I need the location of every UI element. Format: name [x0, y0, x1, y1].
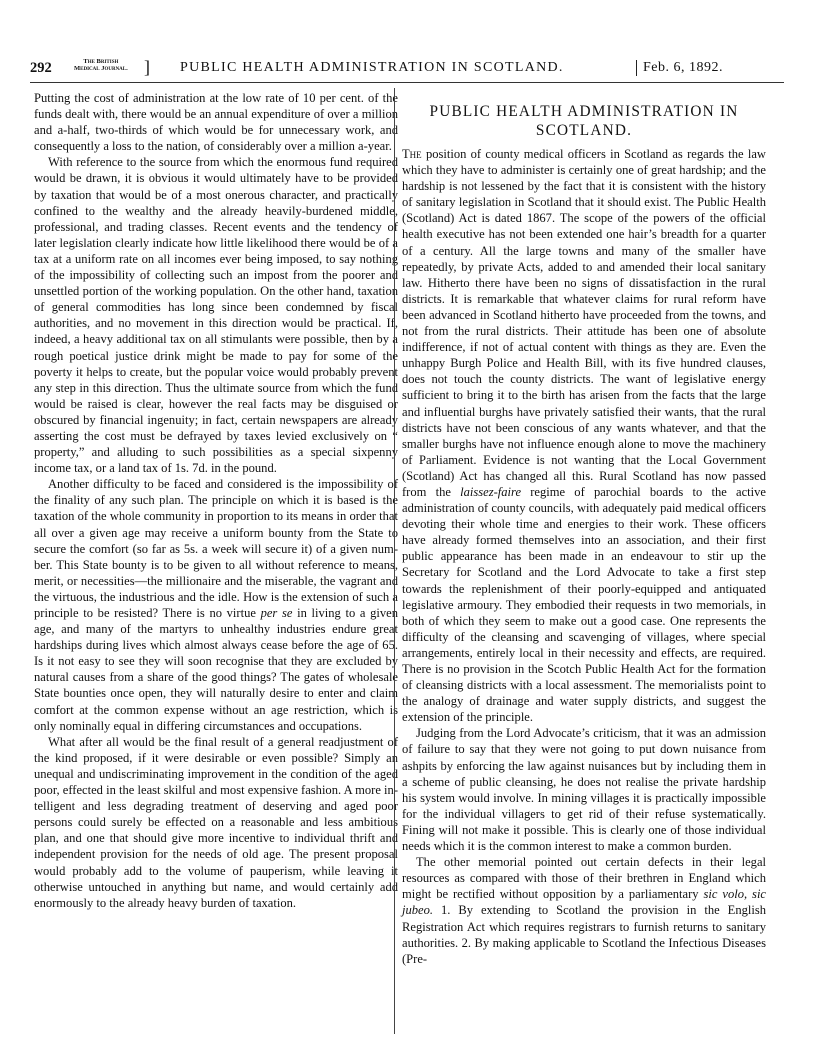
left-paragraph-3-part-b: in living to a given age, and many of the martyrs to unhealthy industries endure great hardships during lives which almost always cease before the age of 65. Is it not easy to see they will soon recognise that they are excluded by natural causes from a share of the good things? The gates of wholesale State bounties once open, they will naturally desire to enter and claim comfort at the common expense without an age restriction, which is only nominally equal in differing circumstances and occupations. — [34, 606, 398, 733]
issue-date: Feb. 6, 1892. — [636, 60, 723, 76]
journal-name-line1: The British — [83, 58, 119, 65]
left-column — [34, 90, 398, 911]
left-paragraph-3-italic: per se — [260, 606, 293, 620]
right-column — [402, 90, 766, 967]
page-number: 292 — [30, 60, 52, 76]
article-lead-word: The — [402, 147, 422, 161]
header-rule — [30, 82, 784, 83]
article-paragraph-3-part-a: The other memorial pointed out certain defects in their legal resources as compared with those of their brethren in England which might be rectified without opposition by a parliamentary — [402, 855, 766, 902]
article-title-line1: PUBLIC HEALTH ADMINISTRATION IN — [429, 103, 739, 120]
left-paragraph-3 — [34, 476, 398, 734]
column-divider — [394, 88, 395, 1034]
article-paragraph-2: Judging from the Lord Advocate’s criticism, that it was an admission of failure to say that they were not going to put down nuisance from ashpits by enforcing the law against nuisances but by including them in a scheme of public cleansing, he does not realise the private hardship his system would involve. In mining villages it is practically impossible for the individual villagers to get rid of their refuse systematically. Fining will not make it possible. This is clearly one of those individual needs which it is the common interest to make a common burden. — [402, 726, 766, 854]
left-paragraph-1: Putting the cost of administration at the low rate of 10 per cent. of the funds dealt with, there would be an annual expenditure of over a million and a-half, two-thirds of which would be for unnecessary work, and consequently a loss to the nation, of considerably over a million a-year. — [34, 91, 398, 154]
running-title: PUBLIC HEALTH ADMINISTRATION IN SCOTLAND. — [180, 60, 564, 75]
article-paragraph-1 — [402, 146, 766, 725]
article-paragraph-3-part-b: 1. By extending to Scotland the provision in the English Registration Act which requires registrars to furnish returns to sanitary authorities. 2. By making applicable to Scotland the Infectious Diseases (Pre- — [402, 903, 766, 966]
left-paragraph-4: What after all would be the final result of a general readjustment of the kind proposed, if it were desirable or even possible? Simply an unequal and undiscriminating improvement in the condition of the aged poor, effected in the least skilful and most expensive fashion. A more intelligent and less degrading treatment of deserving and aged poor persons could surely be effected on a reasonable and less ambitious plan, and one that should give more incentive to individual thrift and independent provision for the needs of old age. The present proposal would probably add to the volume of pauperism, while leaving it otherwise untouched in anything but name, and would certainly add enormously to the already heavy burden of taxation. — [34, 734, 398, 910]
journal-name-line2: Medical Journal. — [74, 65, 128, 72]
article-title — [402, 103, 766, 140]
left-paragraph-3-part-a: Another difficulty to be faced and considered is the impossibility of the finality of any such plan. The principle on which it is based is the taxation of the whole community in proportion to its means in order that all over a given age may receive a uniform bounty from the State to secure the comfort (so far as 5s. a week will secure it) of a given number. This State bounty is to be given to all without reference to means, merit, or necessities—the millionaire and the miserable, the vagrant and the virtuous, the industrious and the idle. How is the extension of such a principle to be resisted? There is no virtue — [34, 477, 398, 620]
article-paragraph-3-italic: sic volo, sic jubeo. — [402, 887, 766, 918]
article-paragraph-1-italic: laissez-faire — [460, 484, 522, 499]
article-title-line2: SCOTLAND. — [535, 121, 633, 139]
article-paragraph-3 — [402, 854, 766, 967]
page-header — [30, 58, 784, 78]
article-paragraph-1-part-a: position of county medical officers in Scotland as regards the law which they have to administer is certainly one of great hardship; and the hardship is not lessened by the fact that it is consistent with the history of sanitary legislation in Scotland that it should exist. The Public Health (Scotland) Act is dated 1867. The scope of the powers of the official health executive has not been extended one hair’s breadth for a quarter of a century. All the large towns and many of the smaller have repeatedly, by private Acts, added to and amended their local sanitary law. Hitherto there have been no signs of dissatisfaction in the rural districts. It is remarkable that whatever claims for rural reform have been advanced in Scotland hitherto have proceeded from the towns, and not from the rural districts. Their attitude has been one of absolute indifference, if not of actual content with things as they are. Even the unhappy Burgh Police and Health Bill, with its five hundred clauses, does not touch the county districts. The want of legislative energy sufficient to bring it to the birth has arisen from the facts that the large and influential burghs have privately satisfied their wants, that the rural districts have not been conscious of any wants whatever, and that the smaller burghs have not influence enough alone to move the machinery of Parliament. Evidence is not wanting that the Local Government (Scotland) Act has changed all this. Rural Scotland has now passed from the — [402, 147, 766, 499]
article-paragraph-1-part-b: regime of parochial boards to the active administration of county councils, with adequately paid medical officers devoting their whole time and energies to their work. These officers have already formed themselves into an association, and their first public appearance has been made in an endeavour to stir up the Secretary for Scotland and the Lord Advocate to take a first step towards the replenishment of their poorly-equipped and antiquated legislative armoury. They embodied their requests in two memorials, in both of which they seem to make out a good case. One represents the difficulty of the cleansing and scavenging of villages, where special arrangements, entirely local in their necessity and effects, are required. There is no provision in the Scotch Public Health Act for the formation of cleansing districts with a local assessment. The memorialists point to the analogy of drainage and water supply districts, and suggest the extension of the principle. — [402, 484, 766, 725]
header-bracket: ] — [144, 57, 150, 77]
left-paragraph-2: With reference to the source from which the enormous fund required would be drawn, it is obvious it would ultimately have to be provided by taxation that would be of a most onerous character, and practically confined to the wealthy and the already heavily-burdened middle, professional, and trading classes. Recent events and the tendency of later legislation clearly indicate how little likelihood there would be of a tax at a uniform rate on all incomes ever being imposed, to say nothing of the impossibility of collecting such an impost from the poorer and unsettled portion of the working population. On the other hand, taxation of general commodities has long since been condemned by fiscal authorities, and no movement in this direction would be practical. If, indeed, a heavy additional tax on all stimulants were possible, then by a rough poetical justice drink might be made to pay for some of the poverty it helps to create, but the popular voice would probably prevent any step in this direction. Thus the ultimate source from which the fund would be raised is clear, however the real facts may be disguised or obscured by financial ingenuity; in fact, certain newspapers are already asserting the cost must be defrayed by taxes levied exclusively on “ property,” and alluding to such possibilities as a special sixpenny income tax, or a land tax of 1s. 7d. in the pound. — [34, 155, 398, 476]
journal-name — [74, 58, 128, 72]
